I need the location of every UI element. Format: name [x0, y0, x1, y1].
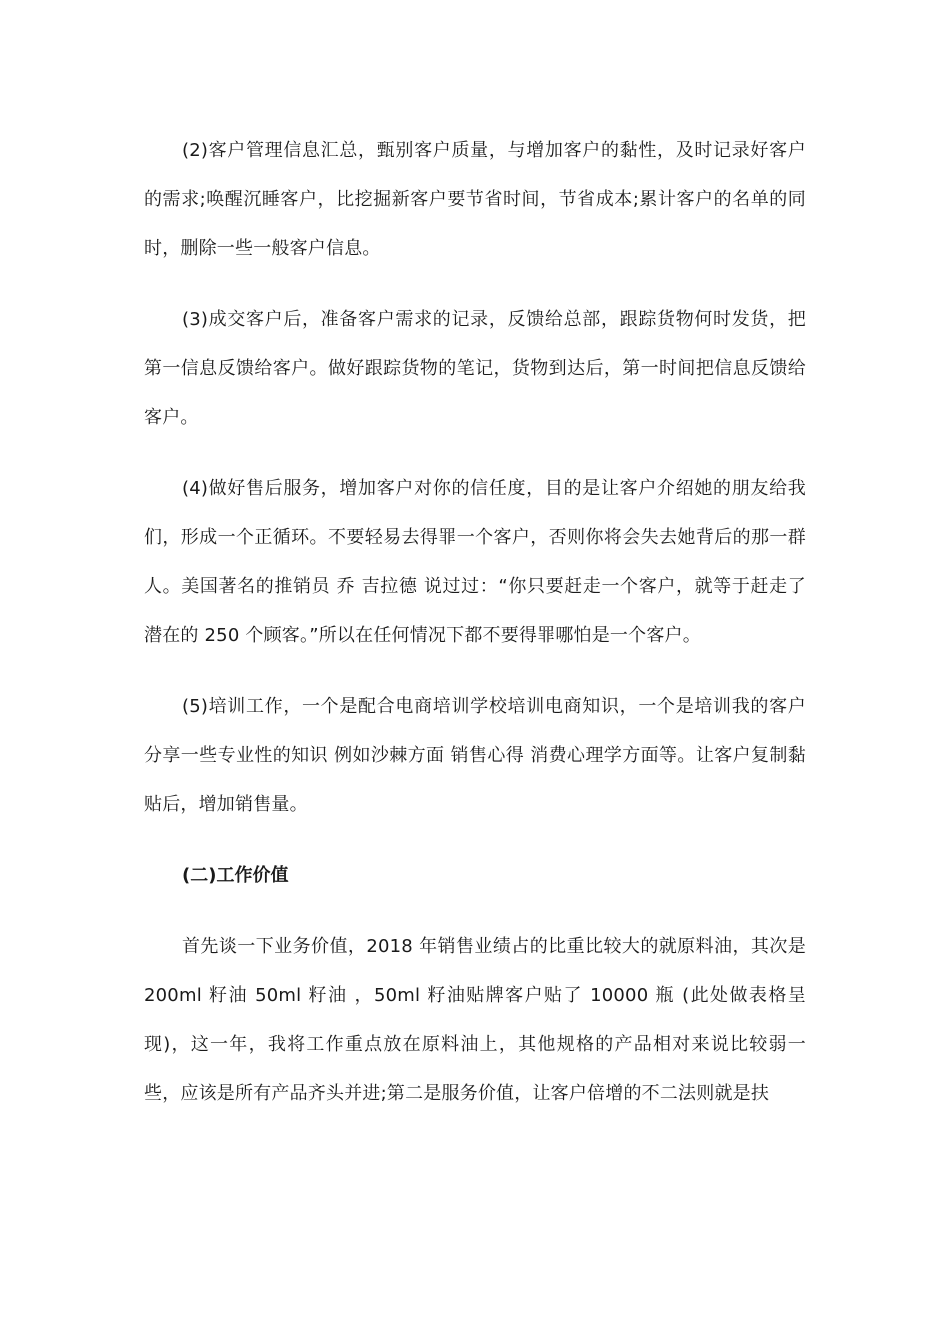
paragraph-gap [144, 829, 806, 851]
paragraph-customer-management: (2)客户管理信息汇总，甄别客户质量，与增加客户的黏性，及时记录好客户的需求;唤醒沉睡客户，比挖掘新客户要节省时间，节省成本;累计客户的名单的同时，删除一些一般客户信息。 [144, 140, 806, 259]
document-page [144, 126, 806, 1118]
paragraph-after-sales: (4)做好售后服务，增加客户对你的信任度，目的是让客户介绍她的朋友给我们，形成一个正循环。不要轻易去得罪一个客户，否则你将会失去她背后的那一群人。美国著名的推销员 乔 吉拉德 说过过：“你只要赶走一个客户，就等于赶走了潜在的 250 个顾客。”所以在任何情况下都不要得罪哪怕是一个客户。 [144, 478, 806, 646]
paragraph-gap [144, 273, 806, 295]
paragraph-gap [144, 660, 806, 682]
paragraph-gap [144, 442, 806, 464]
paragraph-order-followup: (3)成交客户后，准备客户需求的记录，反馈给总部，跟踪货物何时发货，把第一信息反馈给客户。做好跟踪货物的笔记，货物到达后，第一时间把信息反馈给客户。 [144, 309, 806, 428]
paragraph-business-value: 首先谈一下业务价值，2018 年销售业绩占的比重比较大的就原料油，其次是 200ml 籽油 50ml 籽油 ，50ml 籽油贴牌客户贴了 10000 瓶 (此处做表格呈现)，这一年，我将工作重点放在原料油上，其他规格的产品相对来说比较弱一些，应该是所有产品齐头并进;第二是服务价值，让客户倍增的不二法则就是扶 [144, 936, 806, 1104]
paragraph-training: (5)培训工作，一个是配合电商培训学校培训电商知识，一个是培训我的客户分享一些专业性的知识 例如沙棘方面 销售心得 消费心理学方面等。让客户复制黏贴后，增加销售量。 [144, 696, 806, 815]
paragraph-gap [144, 900, 806, 922]
section-heading-work-value: (二)工作价值 [182, 865, 289, 886]
